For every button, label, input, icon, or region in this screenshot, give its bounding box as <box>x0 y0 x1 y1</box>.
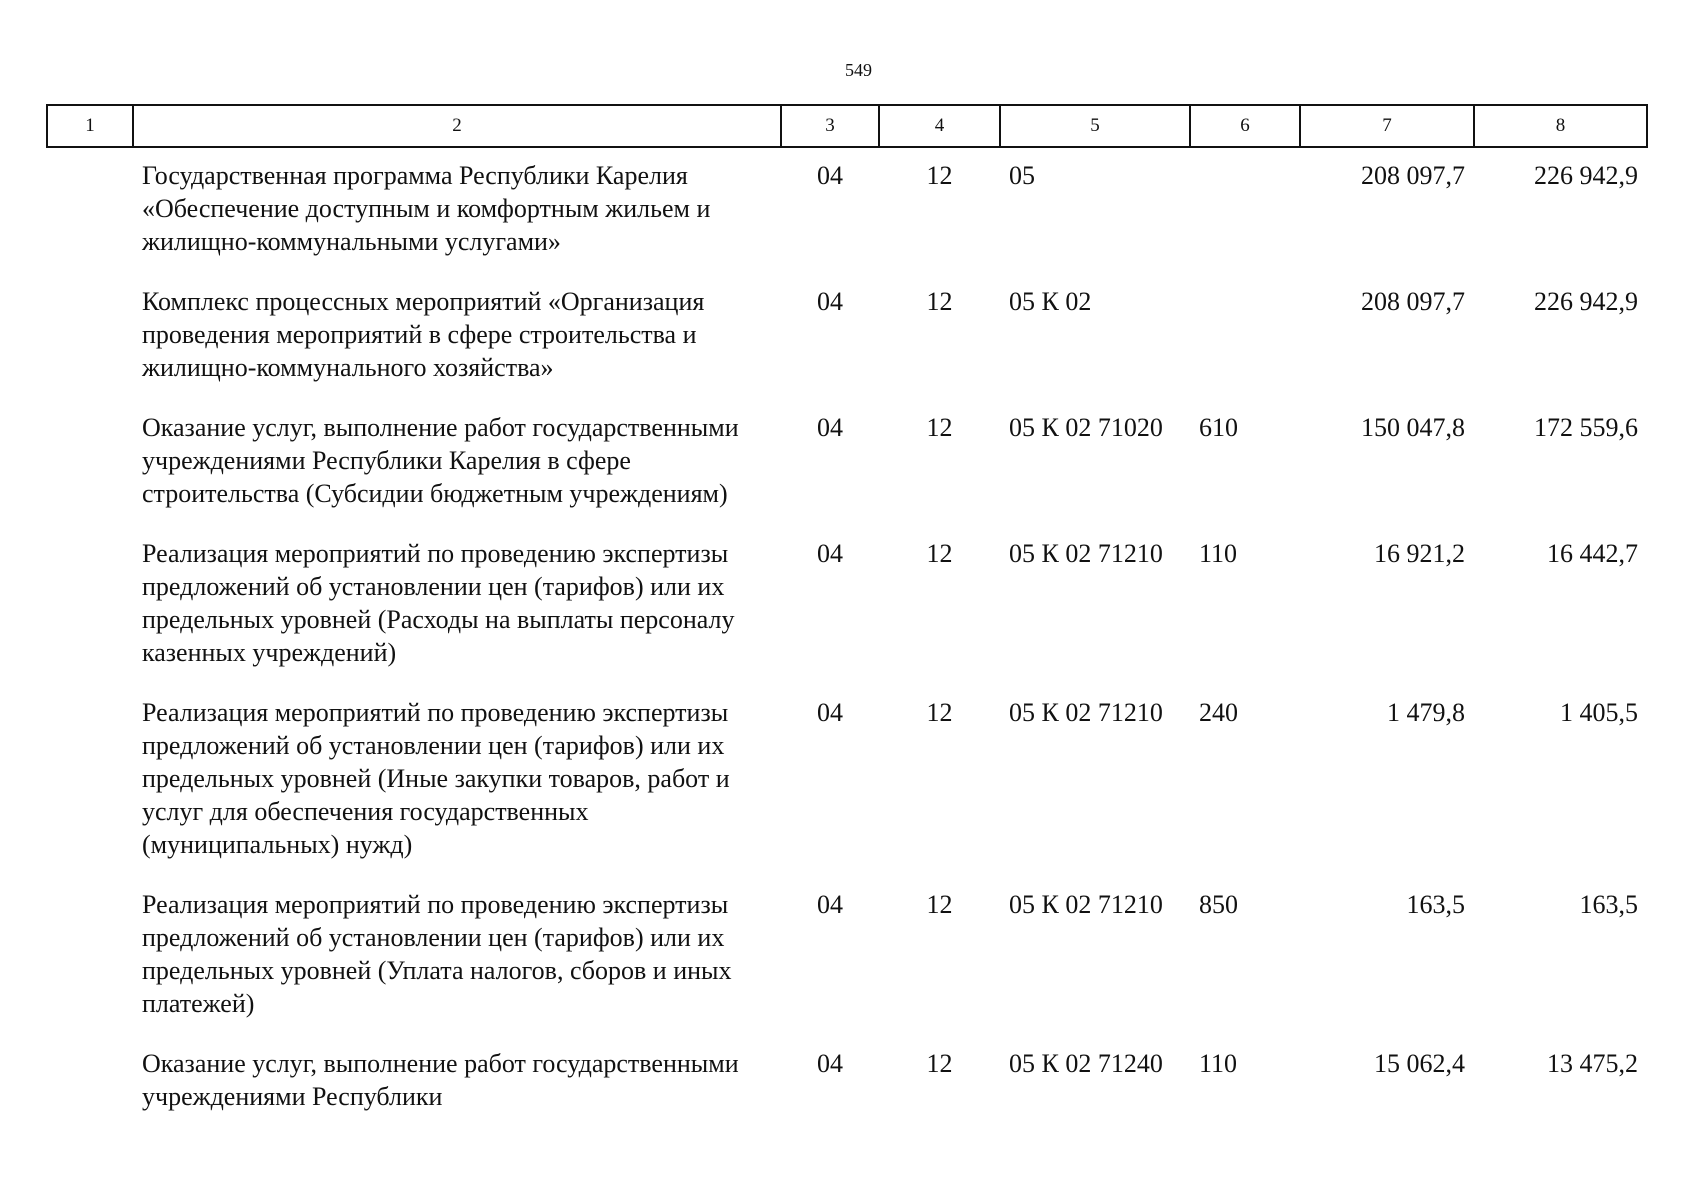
row-amount-col8: 1 405,5 <box>1560 698 1638 727</box>
row-section: 04 <box>817 161 843 190</box>
row-subsection: 12 <box>926 1049 953 1078</box>
row-name: Реализация мероприятий по проведению экспертизы предложений об установлении цен (тарифов) или их предельных уровней (Расходы на выплаты персоналу казенных учреждений) <box>142 539 735 667</box>
row-expense-type: 850 <box>1199 890 1238 919</box>
row-expense-type <box>1190 147 1300 274</box>
row-amount-col8: 163,5 <box>1579 890 1638 919</box>
row-name: Оказание услуг, выполнение работ государственными учреждениями Республики <box>142 1049 739 1111</box>
header-cell: 7 <box>1300 105 1474 147</box>
row-section: 04 <box>817 890 843 919</box>
table-row <box>47 526 1647 685</box>
row-target-article: 05 К 02 71020 <box>1009 413 1163 442</box>
row-section: 04 <box>817 698 843 727</box>
row-subsection: 12 <box>926 413 953 442</box>
row-number <box>47 685 133 877</box>
row-target-article: 05 К 02 71240 <box>1009 1049 1163 1078</box>
header-cell: 6 <box>1190 105 1300 147</box>
row-number <box>47 274 133 400</box>
row-amount-col8: 16 442,7 <box>1547 539 1638 568</box>
header-cell: 3 <box>781 105 879 147</box>
row-number <box>47 147 133 274</box>
row-amount-col7: 150 047,8 <box>1361 413 1465 442</box>
header-cell: 4 <box>879 105 1000 147</box>
table-row <box>47 685 1647 877</box>
row-amount-col7: 16 921,2 <box>1374 539 1465 568</box>
row-target-article: 05 К 02 71210 <box>1009 698 1163 727</box>
row-amount-col7: 15 062,4 <box>1374 1049 1465 1078</box>
row-target-article: 05 К 02 71210 <box>1009 539 1163 568</box>
budget-table <box>46 104 1648 1129</box>
row-name: Реализация мероприятий по проведению экспертизы предложений об установлении цен (тарифов) или их предельных уровней (Иные закупки товаров, работ и услуг для обеспечения государственных (муниципальных) нужд) <box>142 698 730 859</box>
row-name: Оказание услуг, выполнение работ государственными учреждениями Республики Карелия в сфере строительства (Субсидии бюджетным учреждениям) <box>142 413 739 508</box>
row-expense-type: 110 <box>1199 1049 1238 1078</box>
row-amount-col8: 172 559,6 <box>1534 413 1638 442</box>
row-target-article: 05 К 02 71210 <box>1009 890 1163 919</box>
row-number <box>47 1036 133 1129</box>
row-subsection: 12 <box>926 287 953 316</box>
row-section: 04 <box>817 287 843 316</box>
header-cell: 5 <box>1000 105 1190 147</box>
row-expense-type: 610 <box>1199 413 1238 442</box>
row-amount-col8: 13 475,2 <box>1547 1049 1638 1078</box>
header-cell: 8 <box>1474 105 1647 147</box>
row-expense-type: 240 <box>1199 698 1238 727</box>
table-row <box>47 274 1647 400</box>
table-row <box>47 1036 1647 1129</box>
row-target-article: 05 <box>1009 161 1035 190</box>
header-cell: 2 <box>133 105 781 147</box>
row-amount-col8: 226 942,9 <box>1534 287 1638 316</box>
row-subsection: 12 <box>926 161 953 190</box>
row-subsection: 12 <box>926 890 953 919</box>
row-section: 04 <box>817 1049 843 1078</box>
row-amount-col7: 208 097,7 <box>1361 287 1465 316</box>
row-number <box>47 400 133 526</box>
row-section: 04 <box>817 539 843 568</box>
row-name: Государственная программа Республики Карелия «Обеспечение доступным и комфортным жильем и жилищно-коммунальными услугами» <box>142 161 711 256</box>
row-amount-col7: 163,5 <box>1406 890 1465 919</box>
table-row <box>47 400 1647 526</box>
row-target-article: 05 К 02 <box>1009 287 1092 316</box>
page-number: 549 <box>845 60 872 80</box>
row-amount-col8: 226 942,9 <box>1534 161 1638 190</box>
row-number <box>47 526 133 685</box>
row-number <box>47 877 133 1036</box>
header-row <box>47 105 1647 147</box>
row-section: 04 <box>817 413 843 442</box>
row-amount-col7: 1 479,8 <box>1387 698 1465 727</box>
row-subsection: 12 <box>926 539 953 568</box>
table-row <box>47 877 1647 1036</box>
header-cell: 1 <box>47 105 133 147</box>
row-subsection: 12 <box>926 698 953 727</box>
row-expense-type: 110 <box>1199 539 1238 568</box>
row-amount-col7: 208 097,7 <box>1361 161 1465 190</box>
row-name: Реализация мероприятий по проведению экспертизы предложений об установлении цен (тарифов) или их предельных уровней (Уплата налогов, сборов и иных платежей) <box>142 890 732 1018</box>
row-name: Комплекс процессных мероприятий «Организация проведения мероприятий в сфере строительства и жилищно-коммунального хозяйства» <box>142 287 705 382</box>
table-row <box>47 147 1647 274</box>
row-expense-type <box>1190 274 1300 400</box>
